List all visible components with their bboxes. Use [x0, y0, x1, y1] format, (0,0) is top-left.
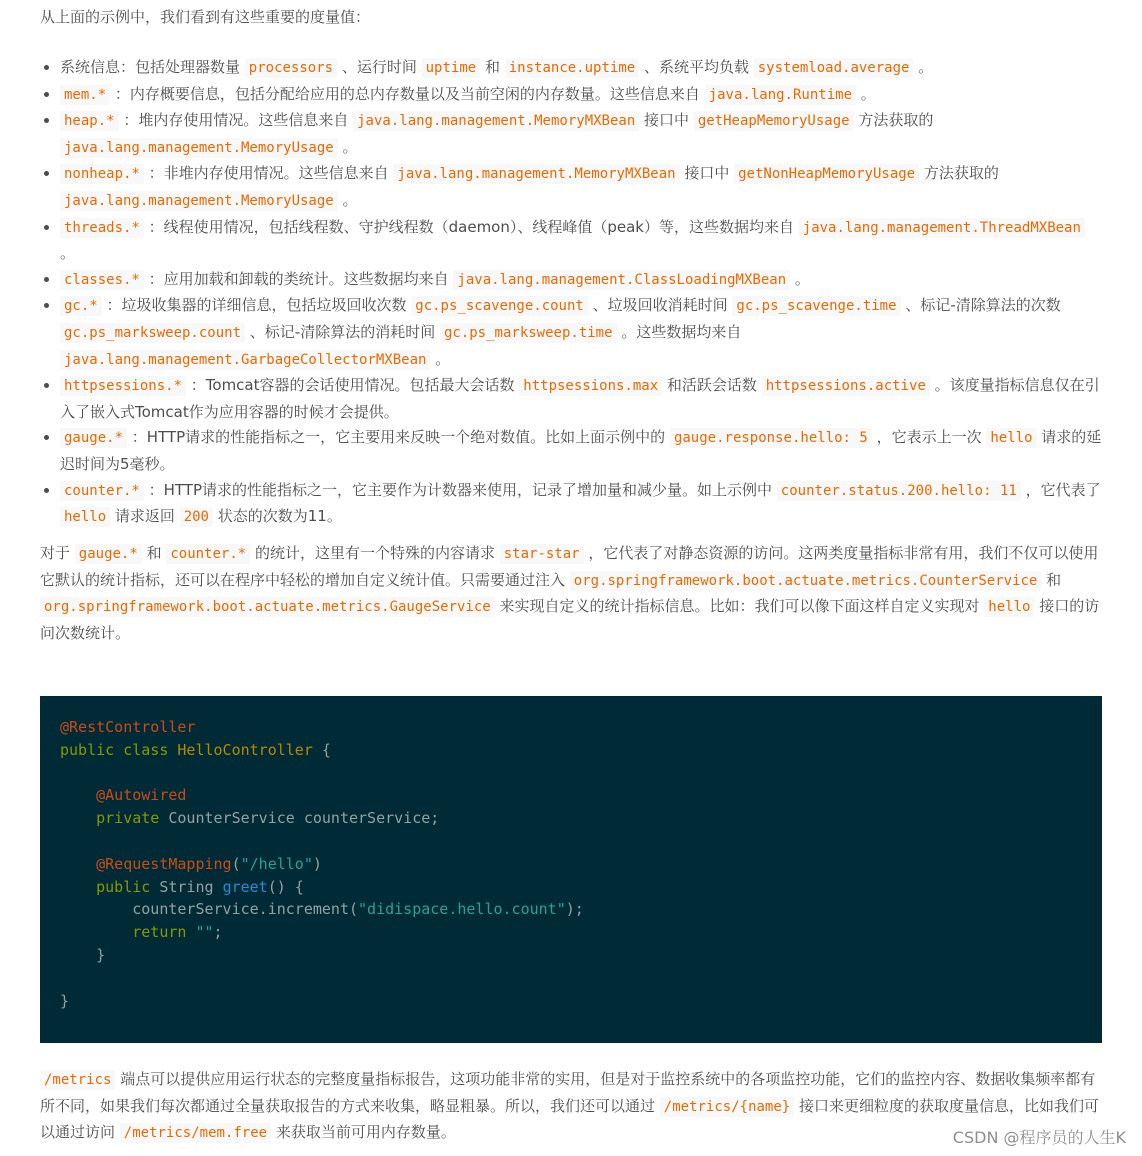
inline-code: counter.* — [60, 481, 144, 501]
inline-code: java.lang.management.MemoryMXBean — [393, 164, 679, 184]
text-run: 。 — [337, 190, 358, 209]
code-line — [60, 992, 69, 1010]
text-run: 。该度量指标信息仅在引入了嵌入式Tomcat作为应用容器的时候才会提供。 — [60, 376, 1100, 421]
inline-code: gc.ps_marksweep.time — [440, 323, 617, 343]
inline-code: systemload.average — [754, 58, 914, 78]
metric-list-item — [60, 161, 1102, 214]
metric-list-item — [60, 293, 1102, 373]
code-token: public — [60, 740, 115, 759]
text-run: 。 — [60, 244, 76, 263]
inline-code: 200 — [180, 507, 213, 527]
text-run: ：堆内存使用情况。这些信息来自 — [118, 111, 354, 130]
text-run: ：线程使用情况，包括线程数、守护线程数（daemon）、线程峰值（peak）等，这些数据均来自 — [143, 217, 799, 236]
code-block — [40, 696, 1102, 1043]
text-run: 。这些数据均来自 — [616, 322, 742, 341]
text-run: ：Tomcat容器的会话使用情况。包括最大会话数 — [186, 376, 520, 395]
code-token — [60, 923, 132, 941]
text-run: 方法获取的 — [919, 164, 999, 183]
inline-code: /metrics/{name} — [660, 1097, 794, 1117]
code-line — [60, 741, 331, 759]
inline-code: java.lang.Runtime — [705, 85, 856, 105]
text-run: 来获取当前可用内存数量。 — [271, 1123, 456, 1142]
text-run: 、标记-清除算法的消耗时间 — [245, 322, 440, 341]
inline-code: httpsessions.max — [519, 376, 662, 396]
code-token: @Autowired — [96, 786, 187, 805]
code-line — [60, 786, 186, 804]
text-run: 系统信息：包括处理器数量 — [60, 58, 245, 76]
code-token: HelloController — [177, 740, 313, 759]
text-run: 对于 — [40, 544, 75, 562]
text-run: ：HTTP请求的性能指标之一，它主要作为计数器来使用，记录了增加量和减少量。如上示例中 — [143, 480, 777, 499]
inline-code: gc.* — [60, 296, 102, 316]
code-token: "didispace.hello.count" — [358, 900, 566, 919]
text-run: 。 — [790, 269, 810, 288]
metric-list-item — [60, 215, 1102, 267]
text-run: 接口中 — [679, 164, 735, 183]
text-run: ：垃圾收集器的详细信息，包括垃圾回收次数 — [101, 296, 412, 315]
inline-code: gc.ps_scavenge.count — [411, 296, 588, 316]
text-run: 方法获取的 — [853, 111, 934, 130]
inline-code: java.lang.management.MemoryMXBean — [353, 111, 639, 131]
text-run: 。 — [856, 84, 876, 103]
code-line — [60, 900, 584, 918]
text-run: 、垃圾回收消耗时间 — [587, 296, 733, 315]
inline-code: hello — [60, 507, 110, 527]
code-token: ) — [312, 854, 322, 873]
text-run: 请求的延迟时间为5毫秒。 — [60, 428, 1102, 473]
inline-code: java.lang.management.MemoryUsage — [60, 191, 338, 211]
code-token: private — [96, 809, 160, 828]
code-token — [60, 809, 96, 827]
code-token: String — [150, 877, 223, 896]
code-token: ; — [213, 923, 223, 942]
metric-list-item — [60, 373, 1102, 425]
inline-code: httpsessions.* — [60, 376, 186, 396]
csdn-watermark: CSDN @程序员的人生K — [952, 1128, 1126, 1147]
code-token: class — [123, 740, 169, 759]
code-line — [60, 718, 195, 736]
inline-code: java.lang.management.MemoryUsage — [60, 138, 338, 158]
text-run: 、系统平均负载 — [639, 58, 754, 76]
code-token: "/hello" — [240, 854, 313, 873]
inline-code: hello — [984, 597, 1034, 617]
code-token: ( — [231, 854, 241, 873]
text-run: ，它表示上一次 — [871, 428, 987, 447]
inline-code: java.lang.management.ClassLoadingMXBean — [453, 270, 790, 290]
code-token: @RestController — [60, 718, 196, 736]
text-run: 和 — [1041, 570, 1062, 589]
text-run: ：非堆内存使用情况。这些信息来自 — [143, 164, 394, 183]
inline-code: processors — [245, 58, 337, 78]
text-run: 、标记-清除算法的次数 — [900, 296, 1061, 315]
custom-metrics-paragraph — [40, 541, 1102, 646]
code-line — [60, 855, 322, 873]
text-run: 和活跃会话数 — [662, 376, 762, 395]
inline-code: classes.* — [60, 270, 144, 290]
text-run: 的统计，这里有一个特殊的内容请求 — [250, 544, 500, 562]
text-run: ：应用加载和卸载的类统计。这些数据均来自 — [143, 269, 454, 288]
inline-code: star-star — [500, 544, 584, 564]
metric-list-item — [60, 267, 1102, 294]
text-run: 。 — [430, 349, 451, 368]
text-run: 和 — [141, 544, 167, 562]
inline-code: httpsessions.active — [762, 376, 930, 396]
code-token: } — [60, 991, 70, 1010]
inline-code: threads.* — [60, 218, 144, 238]
code-token — [114, 741, 123, 759]
code-line — [60, 923, 223, 941]
inline-code: getHeapMemoryUsage — [694, 111, 854, 131]
inline-code: /metrics — [40, 1070, 115, 1090]
code-token: counterService.increment( — [60, 900, 359, 919]
code-token: public — [96, 877, 151, 896]
metric-list-item — [60, 108, 1102, 161]
inline-code: gauge.* — [60, 428, 127, 448]
code-token: greet — [222, 877, 268, 896]
inline-code: org.springframework.boot.actuate.metrics.CounterService — [570, 571, 1042, 591]
inline-code: heap.* — [60, 111, 119, 131]
inline-code: gauge.response.hello: 5 — [670, 428, 872, 448]
text-run: ：HTTP请求的性能指标之一，它主要用来反映一个绝对数值。比如上面示例中的 — [127, 428, 670, 447]
text-run: ：内存概要信息，包括分配给应用的总内存数量以及当前空闲的内存数量。这些信息来自 — [110, 84, 705, 103]
inline-code: uptime — [422, 58, 481, 78]
text-run: 端点可以提供应用运行状态的完整度量指标报告，这项功能非常的实用，但是对于监控系统中的各项监控功能，它们的监控内容、数据收集频率都有所不同，如果我们每次都通过全量获取报告的方式来收集，略显粗暴。所以，我们还可以通过 — [40, 1070, 1096, 1115]
inline-code: counter.status.200.hello: 11 — [777, 481, 1021, 501]
text-run: 、运行时间 — [337, 58, 422, 76]
metric-list-item — [60, 82, 1102, 109]
inline-code: mem.* — [60, 85, 110, 105]
code-token: CounterService counterService; — [159, 809, 440, 828]
code-token: } — [60, 945, 106, 964]
text-run: ，它代表了对静态资源的访问。这两类度量指标非常有用，我们不仅可以使用它默认的统计指标，还可以在程序中轻松的增加自定义统计值。只需要通过注入 — [40, 544, 1099, 589]
inline-code: /metrics/mem.free — [120, 1123, 271, 1143]
inline-code: org.springframework.boot.actuate.metrics.GaugeService — [40, 597, 495, 617]
metric-list-item — [60, 55, 1102, 82]
code-token — [60, 855, 96, 873]
text-run: 接口来更细粒度的获取度量信息，比如我们可以通过访问 — [40, 1096, 1099, 1142]
code-token: ); — [565, 900, 584, 919]
intro-paragraph: 从上面的示例中，我们看到有这些重要的度量值： — [40, 8, 371, 26]
inline-code: java.lang.management.ThreadMXBean — [799, 218, 1085, 238]
code-token: () { — [267, 877, 304, 896]
metrics-list — [40, 55, 1102, 531]
metric-list-item — [60, 478, 1102, 531]
inline-code: java.lang.management.GarbageCollectorMXBean — [60, 350, 430, 370]
inline-code: nonheap.* — [60, 164, 144, 184]
text-run: 和 — [480, 58, 505, 76]
code-line — [60, 809, 439, 827]
text-run: 。 — [337, 137, 358, 156]
text-run: 。 — [913, 58, 934, 76]
code-line — [60, 946, 105, 964]
text-run: 接口的访问次数统计。 — [40, 597, 1100, 642]
code-token: "" — [195, 923, 214, 942]
inline-code: hello — [986, 428, 1036, 448]
text-run: 来实现自定义的统计指标信息。比如：我们可以像下面这样自定义实现对 — [494, 597, 985, 616]
code-token — [60, 878, 96, 896]
metric-list-item — [60, 425, 1102, 477]
text-run: 接口中 — [639, 111, 694, 130]
inline-code: instance.uptime — [505, 58, 639, 78]
code-token: return — [132, 923, 187, 942]
text-run: ，它代表了 — [1020, 480, 1101, 499]
inline-code: counter.* — [166, 544, 250, 564]
code-token: @RequestMapping — [96, 854, 232, 873]
text-run: 状态的次数为11。 — [213, 507, 342, 526]
metrics-endpoint-paragraph — [40, 1067, 1102, 1147]
inline-code: gc.ps_scavenge.time — [732, 296, 900, 316]
code-token: { — [312, 740, 331, 759]
code-token — [60, 786, 96, 804]
inline-code: gauge.* — [75, 544, 142, 564]
inline-code: getNonHeapMemoryUsage — [734, 164, 919, 184]
text-run: 请求返回 — [110, 507, 180, 526]
inline-code: gc.ps_marksweep.count — [60, 323, 245, 343]
code-line — [60, 878, 304, 896]
